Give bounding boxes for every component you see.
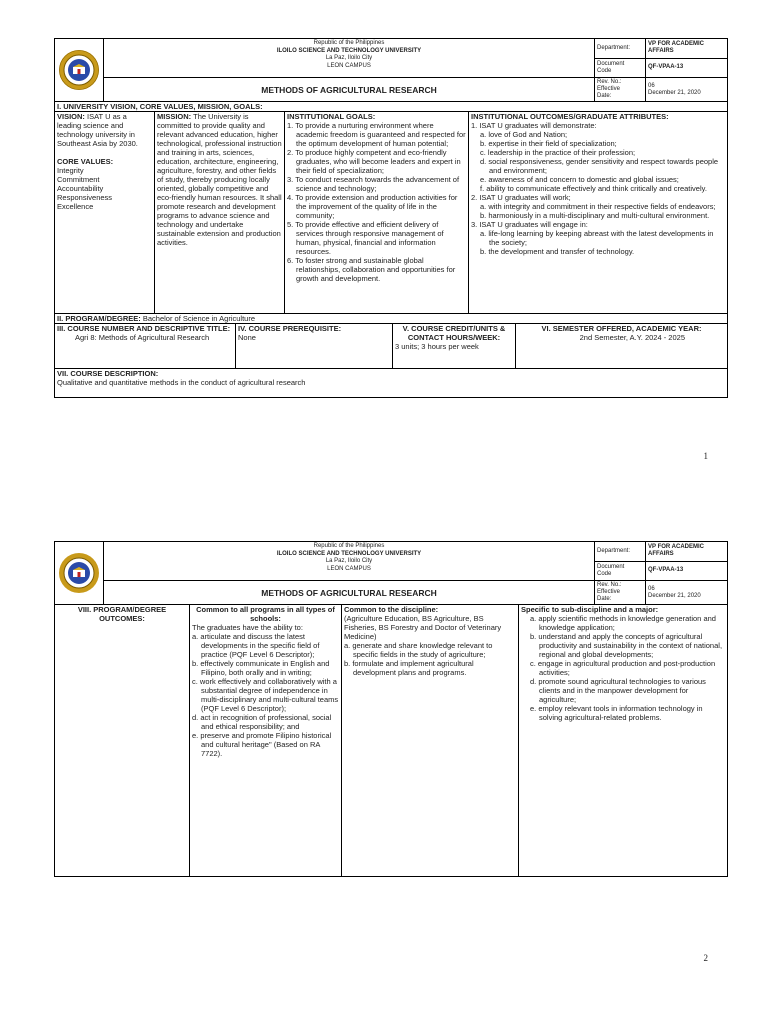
program-degree-row: II. PROGRAM/DEGREE: Bachelor of Science in Agriculture (55, 314, 727, 324)
syllabus-table-1 (54, 102, 728, 398)
specific-cell (519, 605, 727, 876)
common-all-label: Common to all programs in all types of schools: (196, 605, 335, 623)
discipline-cell (342, 605, 519, 876)
common-all-item: b. effectively communicate in English and Filipino, both orally and in writing; (192, 659, 330, 677)
prerequisite-label: IV. COURSE PREREQUISITE: (238, 324, 342, 333)
core-value-item: Accountability (57, 184, 104, 193)
prerequisite-value: None (238, 333, 256, 342)
document-header (54, 541, 728, 605)
vision-label: VISION: (57, 112, 85, 121)
rev-effective-label: Rev. No.: Effective Date: (595, 581, 646, 604)
common-all-item: c. work effectively and collaboratively with a substantial degree of independence in multi-disciplinary and multi-cultural teams (PQF Level 6 Descriptor); (192, 677, 339, 713)
rev-effective-value: 06 December 21, 2020 (648, 82, 701, 96)
course-number-value: Agri 8: Methods of Agricultural Research (75, 333, 210, 342)
specific-item: e. employ relevant tools in information technology in solving agricultural-related problems. (530, 704, 703, 722)
goal-item: 4. To provide extension and production activities for the improvement of the quality of life in the community; (287, 193, 458, 220)
city-text: La Paz, Iloilo City (325, 558, 373, 564)
doc-code-label: Document Code (595, 59, 646, 78)
discipline-item: a. generate and share knowledge relevant to specific fields in the study of agriculture; (344, 641, 493, 659)
department-value: VP FOR ACADEMIC AFFAIRS (648, 41, 705, 55)
university-seal-icon (55, 542, 104, 604)
outcome-item: d. social responsiveness, gender sensitivity and respect towards people and environment; (480, 157, 719, 175)
outcome-item: e. awareness of and concern to domestic and global issues; (480, 175, 679, 184)
goal-item: 3. To conduct research towards the advancement of science and technology; (287, 175, 460, 193)
university-name: ILOILO SCIENCE AND TECHNOLOGY UNIVERSITY (276, 47, 422, 54)
semester-cell (516, 324, 727, 368)
outcome-item: a. love of God and Nation; (480, 130, 568, 139)
semester-value: 2nd Semester, A.Y. 2024 - 2025 (579, 333, 685, 342)
university-name: ILOILO SCIENCE AND TECHNOLOGY UNIVERSITY (276, 550, 422, 557)
document-title: METHODS OF AGRICULTURAL RESEARCH (261, 84, 437, 95)
outcome-head: 2. ISAT U graduates will work; (471, 193, 571, 202)
goal-item: 5. To provide effective and efficient delivery of services through responsive management of human, physical, financial and information resources. (287, 220, 444, 256)
discipline-intro: (Agriculture Education, BS Agriculture, BS Fisheries, BS Forestry and Doctor of Veterinary Medicine) (344, 614, 502, 641)
core-value-item: Excellence (57, 202, 94, 211)
core-value-item: Responsiveness (57, 193, 113, 202)
department-label: Department: (595, 39, 646, 58)
mission-label: MISSION: (157, 112, 192, 121)
program-outcomes-label: VIII. PROGRAM/DEGREE OUTCOMES: (55, 605, 190, 876)
page-2 (54, 541, 728, 877)
specific-label: Specific to sub-discipline and a major: (521, 605, 659, 614)
doc-code-value: QF-VPAA-13 (648, 64, 684, 71)
outcome-item: c. leadership in the practice of their profession; (480, 148, 636, 157)
specific-item: c. engage in agricultural production and post-production activities; (530, 659, 716, 677)
page-1 (54, 38, 728, 398)
course-number-label: III. COURSE NUMBER AND DESCRIPTIVE TITLE: (57, 324, 231, 333)
semester-label: VI. SEMESTER OFFERED, ACADEMIC YEAR: (541, 324, 702, 333)
credit-value: 3 units; 3 hours per week (395, 342, 479, 351)
department-label: Department: (595, 542, 646, 561)
common-all-item: e. preserve and promote Filipino historical and cultural heritage" (Based on RA 7722). (192, 731, 332, 758)
course-description-label: VII. COURSE DESCRIPTION: (57, 369, 159, 378)
vision-cell (55, 112, 155, 313)
goal-item: 6. To foster strong and sustainable global relationships, collaboration and opportunities for growth and development. (287, 256, 456, 283)
republic-text: Republic of the Philippines (313, 40, 385, 46)
common-all-intro: The graduates have the ability to: (192, 623, 303, 632)
rev-effective-value: 06 December 21, 2020 (648, 585, 701, 599)
specific-item: d. promote sound agricultural technologies to various clients and in the manpower development for agriculture; (530, 677, 706, 704)
outcome-item: b. the development and transfer of technology. (480, 247, 635, 256)
outcomes-label: INSTITUTIONAL OUTCOMES/GRADUATE ATTRIBUTES: (471, 112, 669, 121)
section-1-title: I. UNIVERSITY VISION, CORE VALUES, MISSION, GOALS: (55, 102, 727, 112)
course-number-cell (55, 324, 236, 368)
outcome-item: f. ability to communicate effectively and think critically and creatively. (480, 184, 707, 193)
mission-text: The University is committed to provide quality and relevant advanced education, higher technological, professional instruction and training in arts, sciences, education, architecture, engineering, agriculture, forestry, and other fields of study, thereby producing locally oriented, globally competitive and eco-friendly human resources. It shall promote research and development programs to advance science and technology and undertake sustainable extension and production activities. (157, 112, 282, 247)
outcomes-cell (469, 112, 727, 313)
discipline-label: Common to the discipline: (344, 605, 439, 614)
outcome-head: 3. ISAT U graduates will engage in: (471, 220, 588, 229)
doc-code-value: QF-VPAA-13 (648, 567, 684, 574)
outcome-item: a. with integrity and commitment in their respective fields of endeavors; (480, 202, 716, 211)
core-value-item: Commitment (57, 175, 100, 184)
city-text: La Paz, Iloilo City (325, 55, 373, 61)
outcome-item: b. expertise in their field of specialization; (480, 139, 617, 148)
discipline-item: b. formulate and implement agricultural development plans and programs. (344, 659, 474, 677)
document-title: METHODS OF AGRICULTURAL RESEARCH (261, 587, 437, 598)
prerequisite-cell (236, 324, 393, 368)
rev-effective-label: Rev. No.: Effective Date: (595, 78, 646, 101)
department-value: VP FOR ACADEMIC AFFAIRS (648, 544, 705, 558)
outcome-head: 1. ISAT U graduates will demonstrate: (471, 121, 597, 130)
core-values-label: CORE VALUES: (57, 157, 114, 166)
course-description-value: Qualitative and quantitative methods in the conduct of agricultural research (57, 378, 306, 387)
goals-cell (285, 112, 469, 313)
goal-item: 2. To produce highly competent and eco-friendly graduates, who will become leaders and expert in their field of specialization; (287, 148, 461, 175)
outcome-item: a. life-long learning by keeping abreast with the latest developments in the society; (480, 229, 714, 247)
page-number: 2 (703, 953, 708, 963)
core-value-item: Integrity (57, 166, 84, 175)
mission-cell (155, 112, 285, 313)
campus-text: LEON CAMPUS (327, 62, 371, 69)
common-all-item: d. act in recognition of professional, social and ethical responsibility; and (192, 713, 332, 731)
credit-cell (393, 324, 516, 368)
specific-item: a. apply scientific methods in knowledge generation and knowledge application; (530, 614, 716, 632)
outcome-item: b. harmoniously in a multi-disciplinary and multi-cultural environment. (480, 211, 710, 220)
common-all-item: a. articulate and discuss the latest developments in the specific field of practice (PQF Level 6 Descriptor); (192, 632, 320, 659)
specific-item: b. understand and apply the concepts of agricultural productivity and sustainability in the context of national, regional and global developments; (530, 632, 723, 659)
document-header (54, 38, 728, 102)
common-all-cell (190, 605, 342, 876)
goals-label: INSTITUTIONAL GOALS: (287, 112, 376, 121)
credit-label: V. COURSE CREDIT/UNITS & CONTACT HOURS/WEEK: (402, 324, 506, 342)
republic-text: Republic of the Philippines (313, 543, 385, 549)
course-description-cell (55, 369, 727, 397)
university-seal-icon (55, 39, 104, 101)
vision-text: ISAT U as a leading science and technology university in Southeast Asia by 2030. (57, 112, 138, 148)
goal-item: 1. To provide a nurturing environment where academic freedom is guaranteed and respected for the optimum development of human potential; (287, 121, 466, 148)
syllabus-table-2 (54, 605, 728, 877)
page-number: 1 (703, 451, 708, 461)
campus-text: LEON CAMPUS (327, 565, 371, 572)
doc-code-label: Document Code (595, 562, 646, 581)
